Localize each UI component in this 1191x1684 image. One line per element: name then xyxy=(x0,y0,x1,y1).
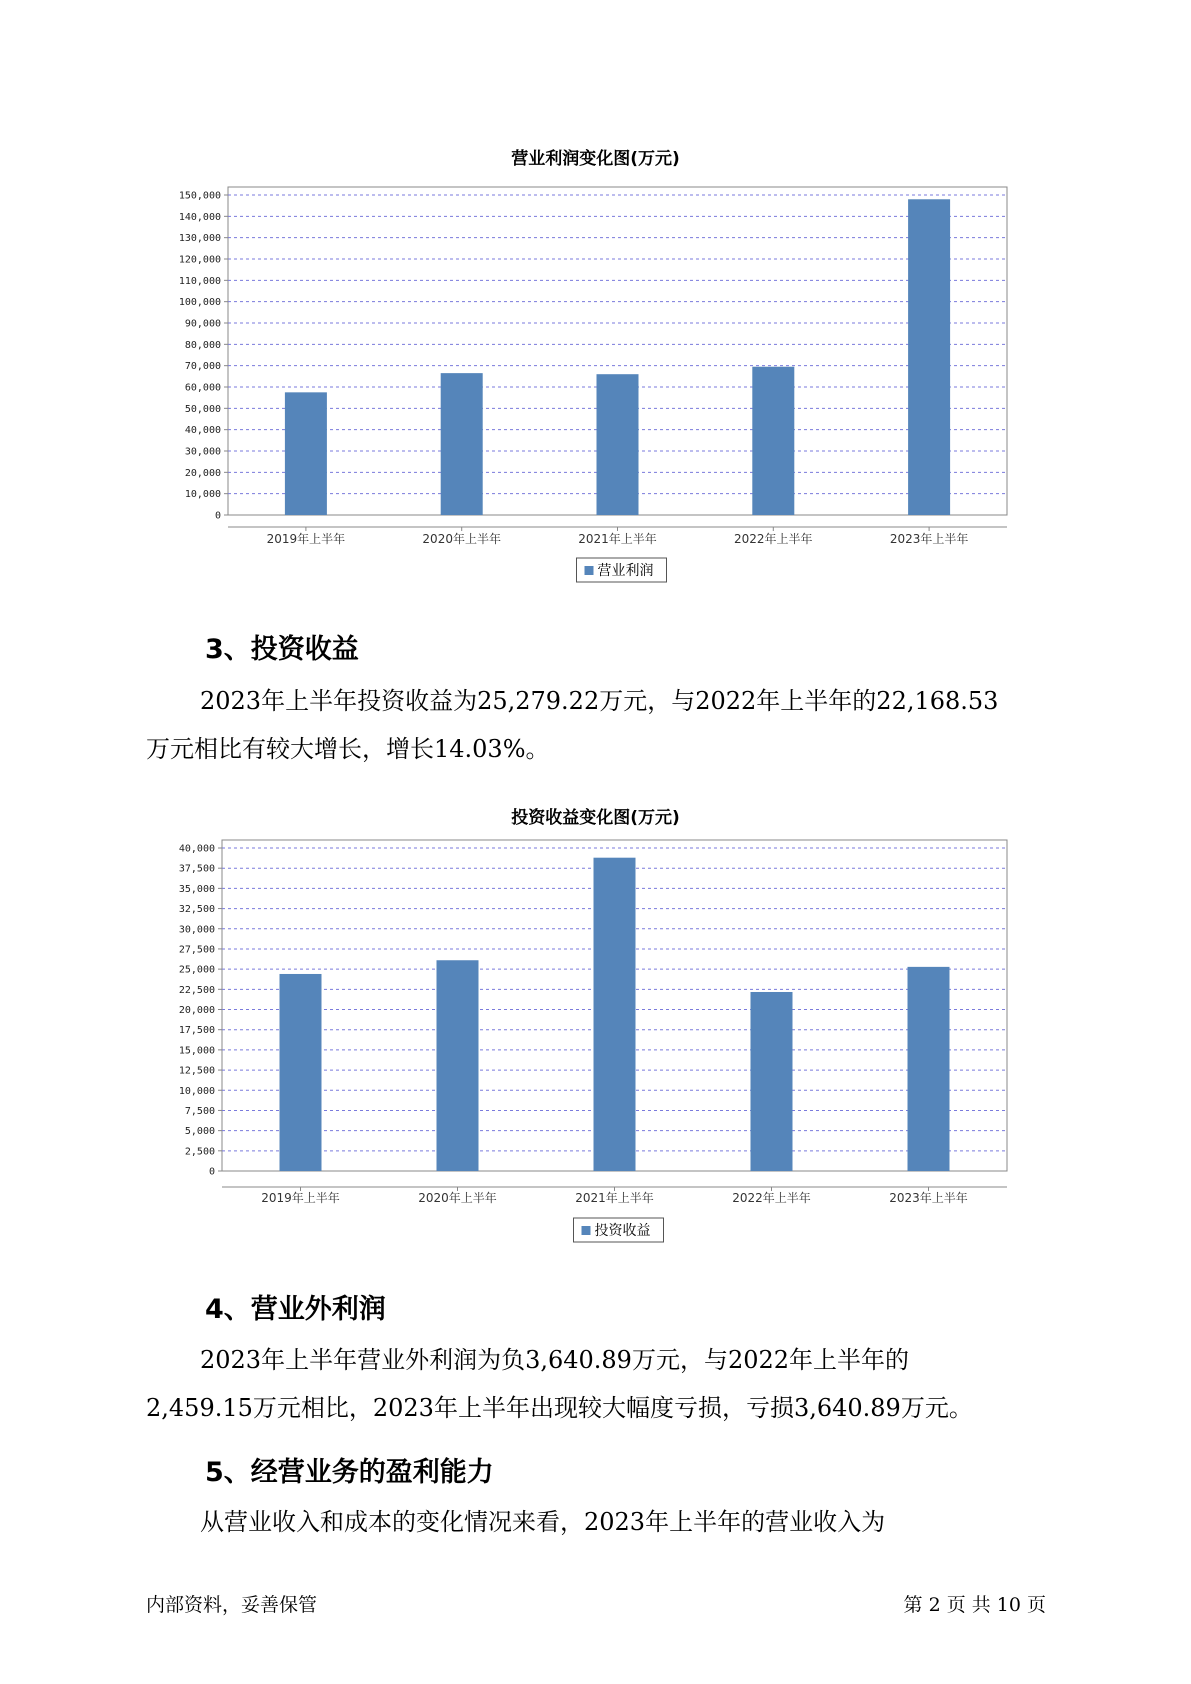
y-tick-label: 120,000 xyxy=(178,254,221,266)
y-tick-label: 27,500 xyxy=(178,944,215,956)
x-tick-label: 2020年上半年 xyxy=(418,1191,497,1205)
y-tick-label: 110,000 xyxy=(178,275,221,287)
y-tick-label: 32,500 xyxy=(178,904,215,916)
x-tick-label: 2020年上半年 xyxy=(422,532,501,546)
section4-para-line2: 2,459.15万元相比，2023年上半年出现较大幅度亏损，亏损3,640.89万元。 xyxy=(146,1394,973,1422)
y-tick-label: 150,000 xyxy=(178,190,221,202)
x-tick-label: 2021年上半年 xyxy=(578,532,657,546)
x-tick-label: 2021年上半年 xyxy=(575,1191,654,1205)
x-tick-label: 2022年上半年 xyxy=(732,1191,811,1205)
y-tick-label: 50,000 xyxy=(184,403,221,415)
bar xyxy=(437,960,479,1171)
legend-label: 营业利润 xyxy=(597,563,654,579)
investment-income-chart xyxy=(0,830,1191,1250)
y-tick-label: 10,000 xyxy=(178,1085,215,1097)
bar xyxy=(280,974,322,1171)
bar xyxy=(285,392,327,515)
y-tick-label: 20,000 xyxy=(178,1005,215,1016)
y-tick-label: 0 xyxy=(214,510,221,522)
chart2-title: 投资收益变化图(万元) xyxy=(511,808,680,828)
y-tick-label: 0 xyxy=(208,1166,215,1178)
y-tick-label: 5,000 xyxy=(184,1126,215,1138)
y-tick-label: 80,000 xyxy=(184,339,221,351)
y-tick-label: 12,500 xyxy=(178,1065,215,1077)
bar xyxy=(908,967,950,1171)
x-tick-label: 2023年上半年 xyxy=(889,1191,968,1205)
y-tick-label: 100,000 xyxy=(178,297,221,309)
y-tick-label: 90,000 xyxy=(184,318,221,330)
section3-para-line2: 万元相比有较大增长，增长14.03%。 xyxy=(146,735,550,763)
operating-profit-chart xyxy=(0,170,1191,610)
y-tick-label: 2,500 xyxy=(184,1146,215,1158)
bar xyxy=(441,373,483,515)
section5-para-line1: 从营业收入和成本的变化情况来看，2023年上半年的营业收入为 xyxy=(200,1508,886,1536)
footer-left: 内部资料，妥善保管 xyxy=(146,1594,318,1616)
x-tick-label: 2019年上半年 xyxy=(266,532,346,546)
y-tick-label: 60,000 xyxy=(184,382,221,394)
y-tick-label: 130,000 xyxy=(178,233,221,245)
y-tick-label: 30,000 xyxy=(184,446,221,458)
y-tick-label: 20,000 xyxy=(184,467,221,479)
legend-swatch xyxy=(582,1226,591,1235)
y-tick-label: 17,500 xyxy=(178,1025,215,1037)
y-tick-label: 140,000 xyxy=(178,211,221,223)
chart1-title: 营业利润变化图(万元) xyxy=(511,149,680,169)
x-tick-label: 2022年上半年 xyxy=(734,532,813,546)
section4-para-line1: 2023年上半年营业外利润为负3,640.89万元，与2022年上半年的 xyxy=(200,1346,910,1374)
bar xyxy=(597,374,639,515)
bar xyxy=(752,367,794,515)
y-tick-label: 15,000 xyxy=(178,1045,215,1057)
x-tick-label: 2023年上半年 xyxy=(889,532,969,546)
y-tick-label: 30,000 xyxy=(178,924,215,936)
y-tick-label: 40,000 xyxy=(178,843,215,855)
section4-heading: 4、营业外利润 xyxy=(205,1294,386,1325)
bar xyxy=(751,992,793,1171)
y-tick-label: 40,000 xyxy=(184,425,221,437)
x-tick-label: 2019年上半年 xyxy=(261,1191,340,1205)
y-tick-label: 10,000 xyxy=(184,489,221,501)
y-tick-label: 37,500 xyxy=(178,863,215,875)
y-tick-label: 35,000 xyxy=(178,883,215,895)
legend-swatch xyxy=(585,566,594,575)
bar xyxy=(594,858,636,1171)
legend-label: 投资收益 xyxy=(594,1223,651,1239)
y-tick-label: 7,500 xyxy=(184,1105,215,1117)
section5-heading: 5、经营业务的盈利能力 xyxy=(205,1457,494,1488)
section3-para-line1: 2023年上半年投资收益为25,279.22万元，与2022年上半年的22,168.53 xyxy=(200,687,999,715)
y-tick-label: 70,000 xyxy=(184,361,221,373)
section3-heading: 3、投资收益 xyxy=(205,634,359,665)
footer-page-number: 第 2 页 共 10 页 xyxy=(903,1594,1046,1616)
bar xyxy=(908,199,950,515)
y-tick-label: 22,500 xyxy=(178,984,215,996)
y-tick-label: 25,000 xyxy=(178,964,215,976)
